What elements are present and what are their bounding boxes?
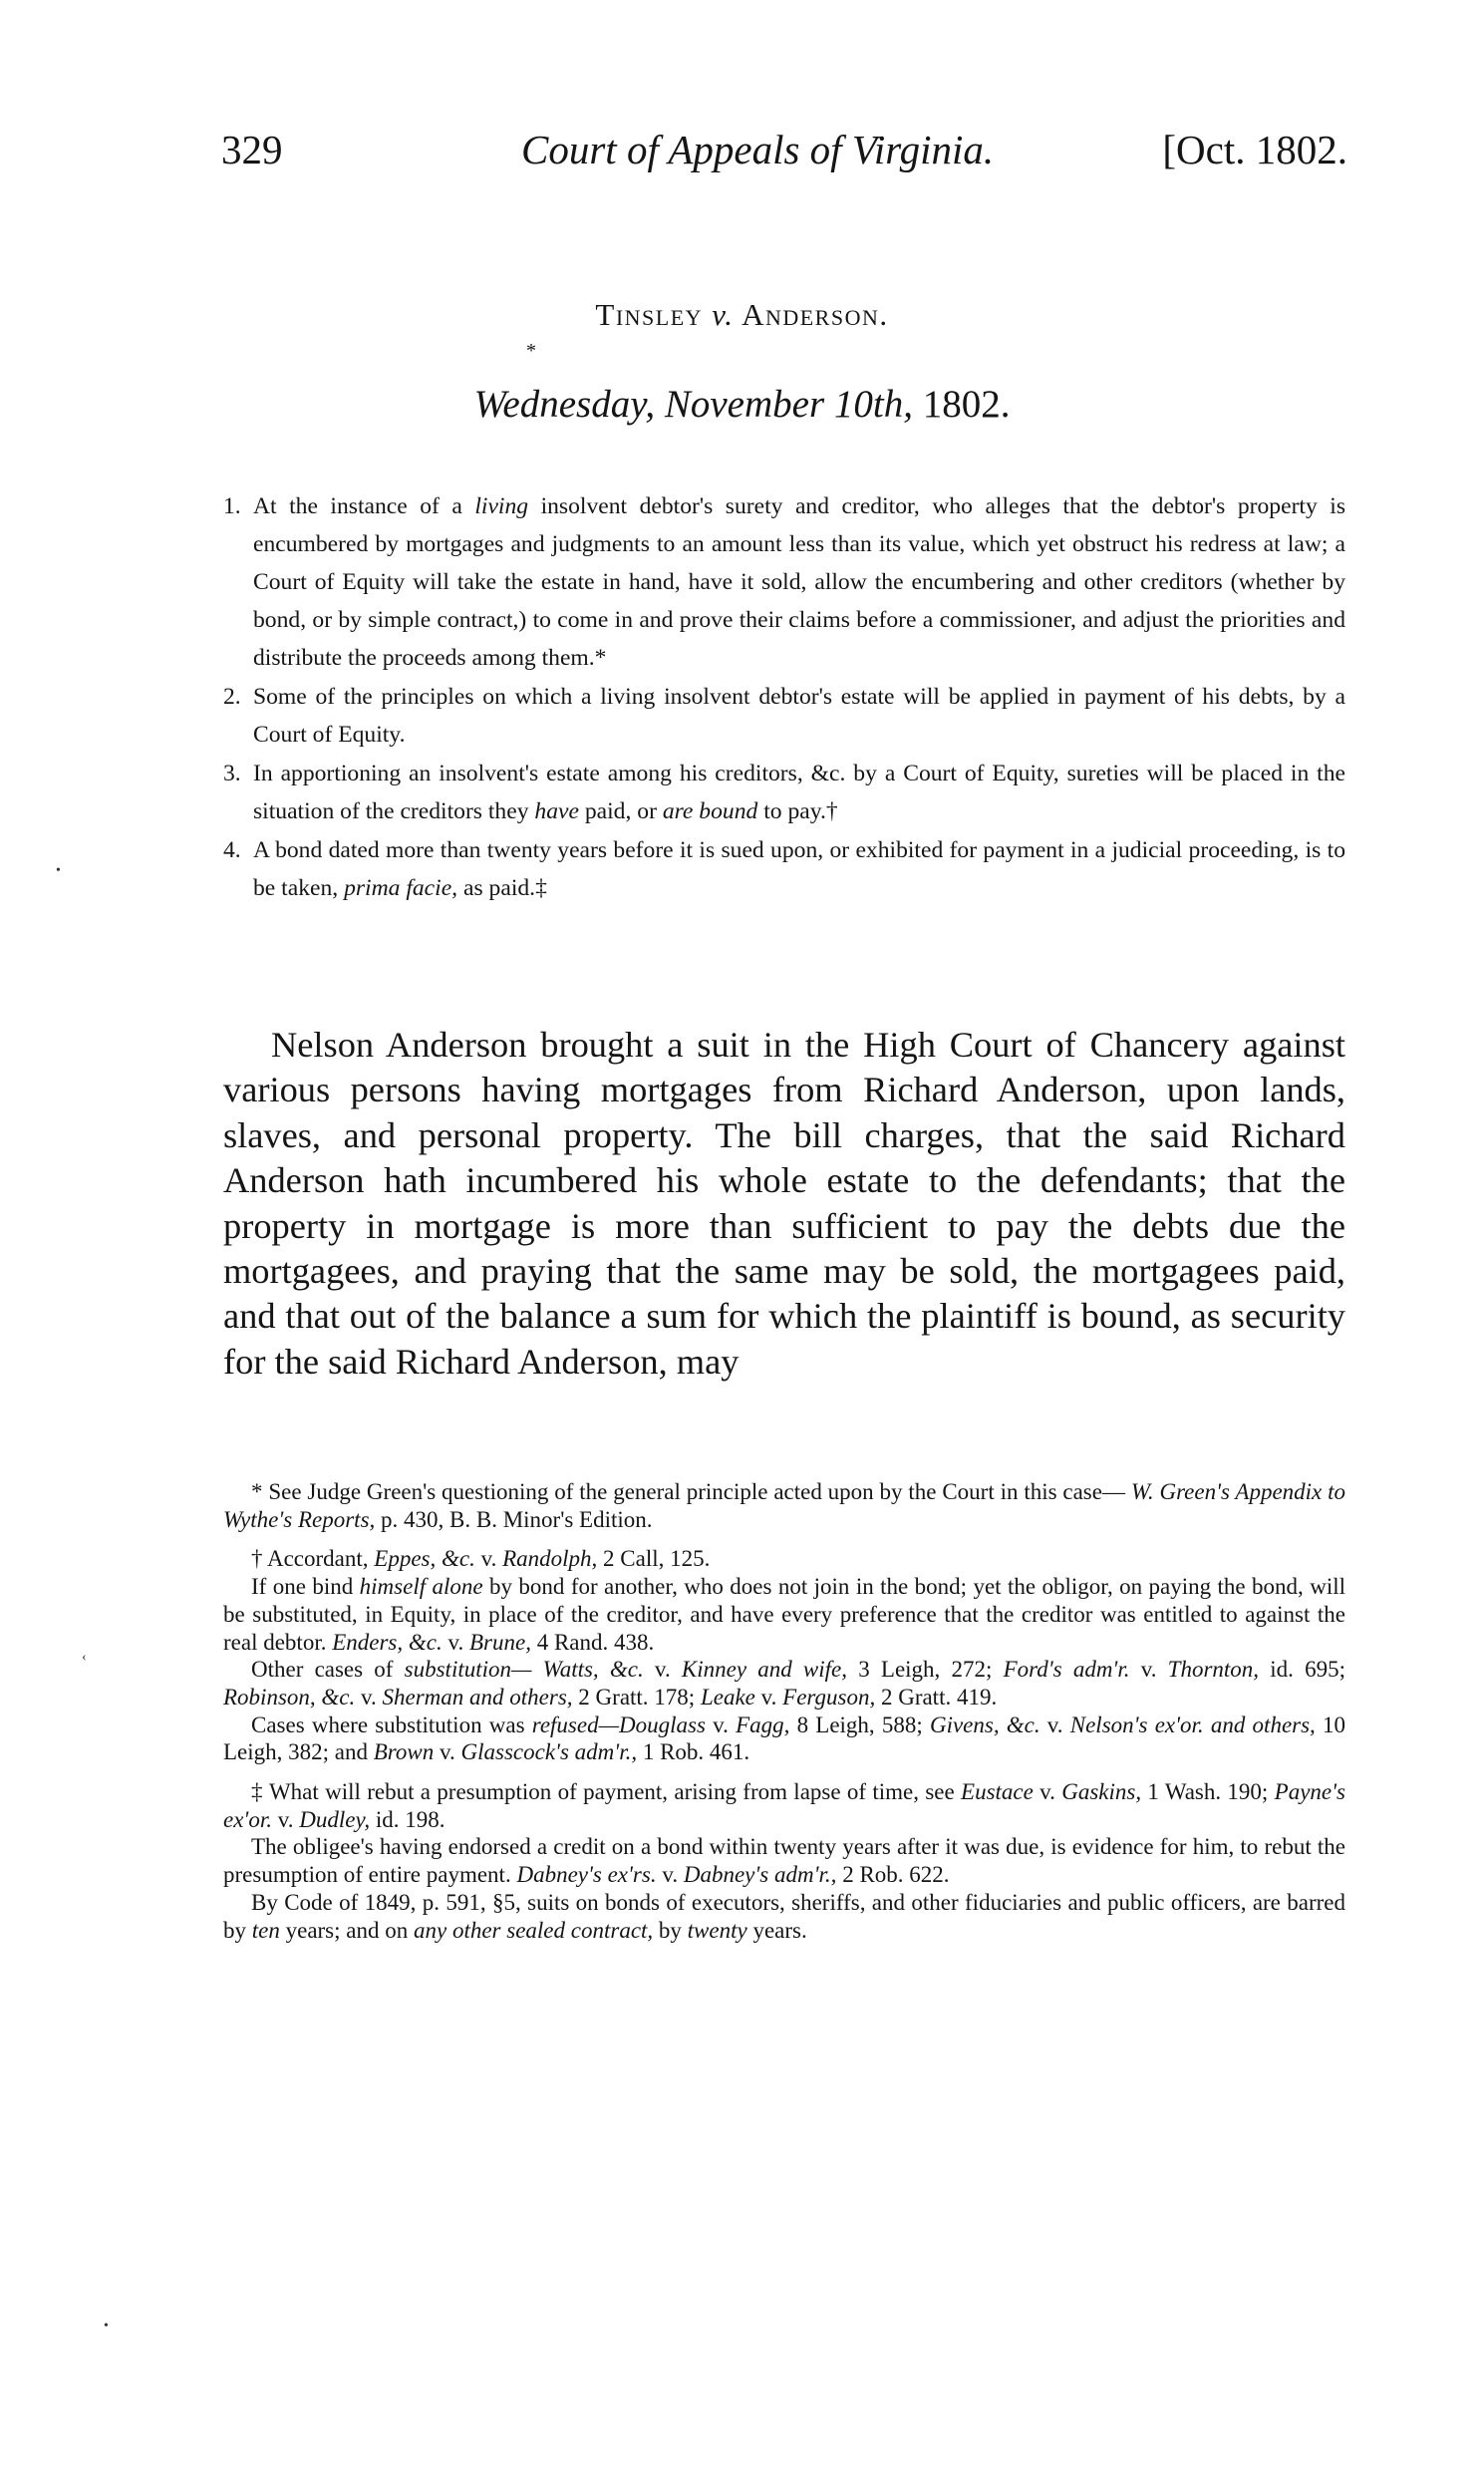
footnote-citation: Givens, &c. [929,1712,1040,1737]
headnote-1 [223,487,1345,677]
footnote-text: v. [355,1684,383,1710]
headnote-emphasis: are bound [662,798,758,824]
footnote-text: 3 Leigh, 272; [847,1657,1004,1683]
footnote-citation: Kinney and wife, [681,1657,848,1683]
footnote-text: The obligee's having endorsed a credit on a bond within twenty years after it was due, is evidence for him, to rebut the presumption of entire payment. [223,1834,1345,1888]
footnote-text: v. [434,1739,461,1765]
footnote-citation: Sherman and others, [382,1684,573,1710]
footnote-text: v. [474,1546,503,1572]
decision-day: 10th, [833,383,913,426]
headnote-2 [223,678,1345,754]
footnotes [223,1478,1345,1944]
footnote-text: v. [1129,1657,1168,1683]
footnote-citation: Brown [373,1739,435,1765]
headnote-emphasis: have [534,798,579,824]
page-number: 329 [221,127,283,172]
footnote-citation: Leake [700,1684,755,1710]
footnote-citation: Glasscock's adm'r., [460,1739,638,1765]
footnote-text: id. 695; [1259,1657,1345,1683]
footnote-text: 10 Leigh, 382; and [223,1712,1346,1765]
footnote-citation: Randolph, [502,1546,598,1572]
headnote-text: A bond dated more than twenty years before it is sued upon, or exhibited for payment in a judicial proceeding, is to be taken, [253,837,1345,901]
footnote-citation: Dudley, [299,1806,371,1832]
footnote-text: 4 Rand. 438. [530,1629,655,1655]
footnote-text: p. 430, B. B. Minor's Edition. [375,1506,653,1532]
headnote-text: insolvent debtor's surety and creditor, who alleges that the debtor's property is encumbered by mortgages and judgments to an amount less than its value, which yet obstruct his redress at law; a Court of Equity will take the estate in hand, have it sold, allow the encumbering and other creditors (whether by bond, or by simple contract,) to come in and prove their claims before a commissioner, and adjust the priorities and distribute the proceeds among them.* [253,493,1346,671]
footnote-text: Cases where substitution was [251,1712,532,1737]
headnote-text: as paid.‡ [457,875,547,901]
footnote-citation: Eustace [961,1779,1034,1805]
running-header [221,126,1347,185]
footnote-citation: Nelson's ex'or. and others, [1069,1712,1316,1737]
scan-speck: • [104,2319,109,2334]
running-title: Court of Appeals of Virginia. [521,127,995,172]
footnote-text: v. [272,1806,300,1832]
footnote-citation: substitution— Watts, &c. [404,1657,644,1683]
decision-year: 1802. [922,383,1011,426]
footnote-emphasis: twenty [687,1917,747,1943]
case-title [0,297,1484,333]
footnote-text: If one bind [251,1574,360,1600]
headnote-emphasis: prima facie, [344,875,458,901]
footnote-citation: refused—Douglass [531,1712,706,1737]
case-narrative: Nelson Anderson brought a suit in the High Court of Chancery against various persons having mortgages from Richard Anderson, upon lands, slaves, and personal property. The bill charges, that the said Richard Anderson hath incumbered his whole estate to the defendants; that the property in mortgage is more than sufficient to pay the debts due the mortgagees, and praying that the same may be sold, the mortgagees paid, and that out of the balance a sum for which the plaintiff is bound, as security for the said Richard Anderson, may [223,1025,1345,1382]
header-date: [Oct. 1802. [1162,127,1347,172]
footnote-dagger-para-3 [223,1656,1345,1711]
footnote-text: Other cases of [251,1657,405,1683]
footnote-dagger [223,1545,1345,1573]
footnote-text: 8 Leigh, 588; [789,1712,930,1737]
footnote-text: v. [656,1862,684,1888]
headnote-number: 1. [223,493,241,519]
footnote-text: by bond for another, who does not join in the bond; yet the obligor, on paying the bond, will be substituted, in Equity, in place of the creditor, and have every preference that the creditor was entitled to against the real debtor. [223,1574,1345,1655]
footnote-text: years; and on [279,1917,414,1943]
footnote-citation: Brune, [469,1629,531,1655]
headnote-number: 3. [223,761,241,786]
footnote-double-dagger [223,1778,1345,1833]
footnote-dagger-para-2 [223,1573,1345,1656]
decision-weekday-month: Wednesday, November [473,383,825,426]
footnote-text: 2 Gratt. 419. [875,1684,998,1710]
headnote-4 [223,831,1345,907]
footnote-citation: Dabney's ex'rs. [516,1862,657,1888]
party-one: Tinsley [595,297,704,332]
footnote-dagger-para-4 [223,1712,1345,1766]
footnote-text: By Code of 1849, p. 591, §5, suits on bonds of executors, sheriffs, and other fiduciaries and public officers, are barred by [223,1889,1345,1943]
footnote-emphasis: any other sealed contract, [414,1917,654,1943]
footnote-text: v. [1033,1779,1062,1805]
headnote-number: 2. [223,684,241,710]
headnote-number: 4. [223,837,241,863]
footnote-citation: Thornton, [1167,1657,1260,1683]
footnote-citation: Fagg, [736,1712,790,1737]
footnote-emphasis: ten [251,1917,280,1943]
footnote-text: 2 Call, 125. [597,1546,711,1572]
footnote-text: 1 Rob. 461. [637,1739,750,1765]
footnote-citation: Robinson, &c. [223,1684,356,1710]
footnote-citation: Ford's adm'r. [1003,1657,1130,1683]
footnote-citation: Ferguson, [782,1684,876,1710]
footnote-text: v. [705,1712,737,1737]
footnote-text: * See Judge Green's questioning of the general principle acted upon by the Court in this case— [251,1479,1131,1504]
footnote-star [223,1478,1345,1533]
footnote-text: v. [1039,1712,1070,1737]
footnote-emphasis: himself alone [359,1574,483,1600]
headnote-text: Some of the principles on which a living insolvent debtor's estate will be applied in payment of his debts, by a Court of Equity. [253,684,1345,748]
footnote-citation: Payne's ex'or. [223,1779,1345,1832]
footnote-citation: Dabney's adm'r., [683,1862,837,1888]
footnote-text: v. [442,1629,469,1655]
footnote-text: years. [746,1917,807,1943]
footnote-double-dagger-para-3 [223,1889,1345,1944]
footnote-double-dagger-para-2 [223,1833,1345,1888]
decision-date [0,382,1484,427]
footnote-text: v. [754,1684,783,1710]
footnote-citation: Eppes, &c. [374,1546,475,1572]
headnotes [223,487,1345,908]
headnote-text: In apportioning an insolvent's estate among his creditors, &c. by a Court of Equity, sureties will be placed in the situation of the creditors they [253,761,1345,824]
scan-speck: ‹ [82,1650,87,1665]
headnote-text: At the instance of a [253,493,475,519]
footnote-citation: Enders, &c. [332,1629,443,1655]
footnote-text: by [653,1917,688,1943]
footnote-text: 1 Wash. 190; [1141,1779,1275,1805]
footnote-text: 2 Rob. 622. [836,1862,950,1888]
headnote-3 [223,755,1345,830]
versus: v. [712,297,735,332]
scan-speck: • [56,863,61,878]
party-two: Anderson. [742,297,889,332]
footnote-text: 2 Gratt. 178; [572,1684,701,1710]
star-paging-marker: * [526,340,536,362]
headnote-text: paid, or [578,798,663,824]
footnote-text: id. 198. [370,1806,445,1832]
footnote-citation: Gaskins, [1061,1779,1142,1805]
headnote-text: to pay.† [757,798,838,824]
headnote-emphasis: living [474,493,529,519]
footnote-text: † Accordant, [251,1546,375,1572]
footnote-text: ‡ What will rebut a presumption of payment, arising from lapse of time, see [251,1779,962,1805]
footnote-text: v. [643,1657,682,1683]
footnote-citation: W. Green's Appendix to Wythe's Reports, [223,1479,1346,1532]
